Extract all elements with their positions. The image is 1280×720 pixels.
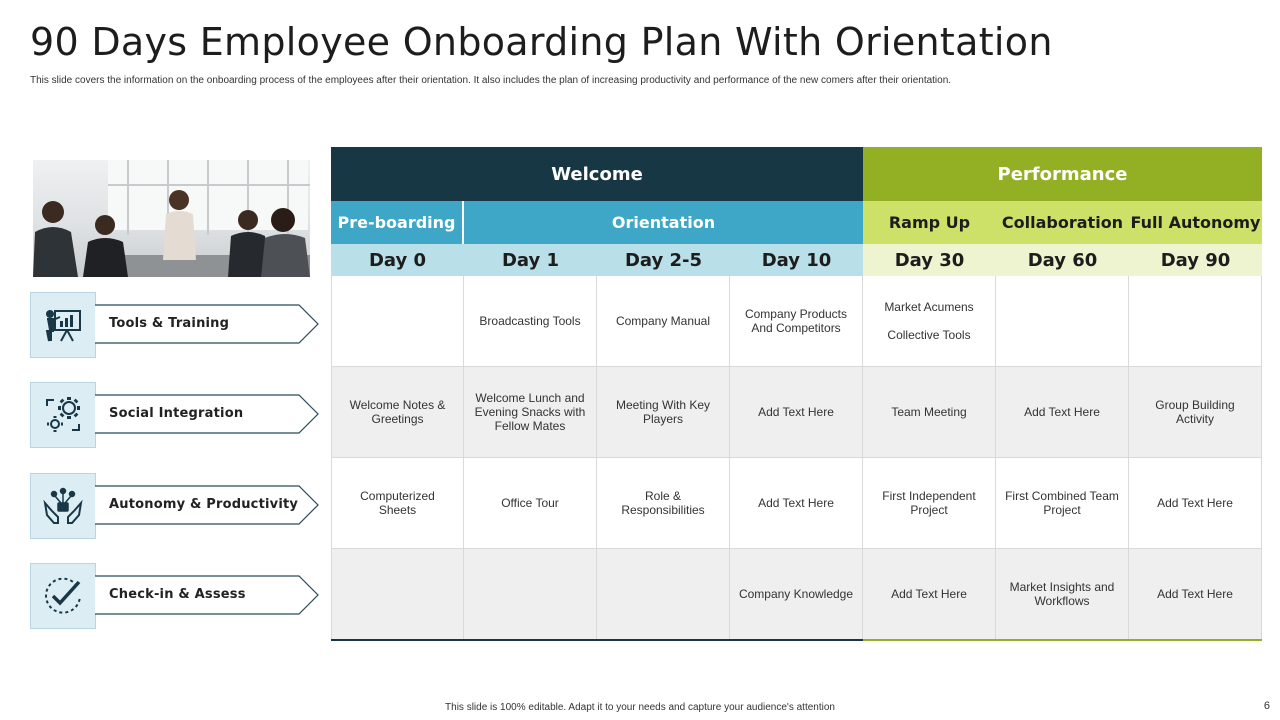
day-header: Day 60 [996,244,1129,276]
cell-text: Group Building Activity [1155,398,1235,426]
table-cell [996,276,1129,367]
day-header: Day 2-5 [597,244,730,276]
cell-text: Welcome Lunch and Evening Snacks with Fellow Mates [474,391,586,433]
cell-text: Collective Tools [887,328,971,342]
slide-title: 90 Days Employee Onboarding Plan With Orientation [30,20,1053,64]
phase-header: Ramp Up [863,201,996,244]
category-social-integration [30,382,322,448]
cell-text: First Combined Team Project [1005,489,1119,517]
table-cell [331,458,464,549]
table-cell [863,276,996,367]
cell-text: Team Meeting [891,405,967,419]
cell-text: Add Text Here [758,496,834,510]
cell-text: Company Knowledge [738,587,854,601]
category-label: Social Integration [109,406,244,421]
table-cell [597,549,730,640]
table-cell [996,549,1129,640]
phase-header: Collaboration [996,201,1129,244]
table-cell [1129,549,1262,640]
slide-subtitle: This slide covers the information on the onboarding process of the employees after their orientation. It also includes the plan of increasing productivity and performance of the new comers after their orientation. [30,75,952,86]
day-header: Day 0 [331,244,464,276]
table-bottom-line-welcome [331,639,863,641]
table-cell [863,549,996,640]
group-header: Performance [863,147,1262,201]
table-cell [331,549,464,640]
phase-header: Full Autonomy [1129,201,1262,244]
table-cell [730,367,863,458]
day-header: Day 10 [730,244,863,276]
table-cell [1129,367,1262,458]
cell-text: Role & Responsibilities [621,489,705,517]
category-checkin-assess [30,563,322,629]
category-autonomy-productivity [30,473,322,539]
page-number: 6 [1263,700,1270,712]
table-bottom-line-performance [863,639,1262,641]
category-tools-training [30,292,322,358]
cell-text: Welcome Notes & Greetings [349,398,446,426]
table-cell [730,276,863,367]
cell-text: Company Products And Competitors [744,307,848,335]
table-cell [331,367,464,458]
category-label: Check-in & Assess [109,587,246,602]
table-cell [863,367,996,458]
checkmark-circle-icon [41,574,85,618]
slide-footer: This slide is 100% editable. Adapt it to your needs and capture your audience's attention [445,702,835,713]
table-cell [730,458,863,549]
cell-text: Company Manual [615,314,711,328]
cell-text: Add Text Here [1024,405,1100,419]
cell-text: Market Acumens [884,300,974,314]
hands-network-icon [42,485,84,527]
phase-header: Orientation [464,201,863,244]
table-cell [863,458,996,549]
category-label: Tools & Training [109,316,230,331]
cell-text: Meeting With Key Players [615,398,711,426]
cell-text: Computerized Sheets [360,489,435,517]
day-header: Day 90 [1129,244,1262,276]
cell-text: Broadcasting Tools [479,314,581,328]
gears-icon [42,394,84,436]
cell-text: Market Insights and Workflows [1009,580,1115,608]
table-cell [597,276,730,367]
cell-text: Add Text Here [1157,496,1233,510]
cell-text: Add Text Here [758,405,834,419]
presentation-chart-icon [43,305,83,345]
group-header: Welcome [331,147,863,201]
table-cell [597,458,730,549]
table-cell [1129,458,1262,549]
cell-text: Office Tour [501,496,559,510]
table-cell [464,367,597,458]
day-header: Day 1 [464,244,597,276]
table-cell [464,458,597,549]
team-photo [33,160,310,277]
cell-text: First Independent Project [882,489,976,517]
category-label: Autonomy & Productivity [109,497,299,512]
table-cell [464,549,597,640]
table-cell [730,549,863,640]
cell-text: Add Text Here [891,587,967,601]
table-cell [597,367,730,458]
table-cell [464,276,597,367]
table-cell [331,276,464,367]
table-cell [996,367,1129,458]
table-cell [996,458,1129,549]
table-cell [1129,276,1262,367]
phase-header: Pre-boarding [331,201,463,244]
day-header: Day 30 [863,244,996,276]
cell-text: Add Text Here [1157,587,1233,601]
